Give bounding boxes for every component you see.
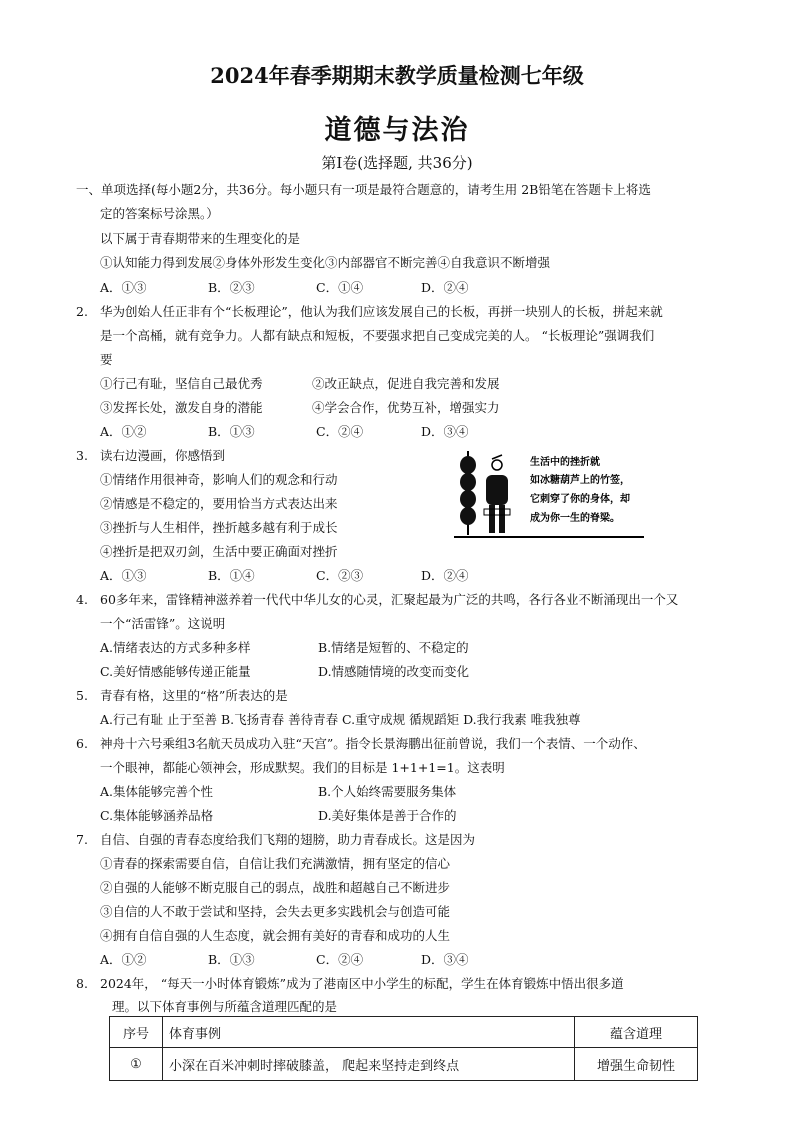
- candied-haws-cartoon: [452, 447, 646, 547]
- q2-stem-2: 是一个高桶，就有竞争力。人都有缺点和短板，不要强求把自己变成完美的人。 “长板理论”强调我们: [100, 328, 655, 343]
- q2-stem-1: 华为创始人任正非有个“长板理论”，他认为我们应该发展自己的长板，再拼一块别人的长板，拼起来就: [100, 304, 663, 319]
- q3-statement-2: ②情感是不稳定的，要用恰当方式表达出来: [100, 496, 338, 511]
- q6-option-b[interactable]: B.个人始终需要服务集体: [318, 784, 457, 799]
- q3-statement-1: ①情绪作用很神奇，影响人们的观念和行动: [100, 472, 338, 487]
- q6-number: 6.: [76, 736, 88, 751]
- q3-option-b[interactable]: B．①④: [208, 568, 255, 583]
- sports-examples-table: [109, 1016, 698, 1081]
- q7-option-b[interactable]: B．①③: [208, 952, 255, 967]
- q3-option-d[interactable]: D．②④: [421, 568, 469, 583]
- table-header-number: 序号: [110, 1017, 163, 1048]
- q6-stem-1: 神舟十六号乘组3名航天员成功入驻“天宫”。指令长景海鹏出征前曾说，我们一个表情、一个动作、: [100, 736, 646, 751]
- q1-option-c[interactable]: C．①④: [316, 280, 364, 295]
- instructions-line-2: 定的答案标号涂黑。）: [100, 206, 219, 221]
- q6-option-a[interactable]: A.集体能够完善个性: [100, 784, 214, 799]
- table-row: [110, 1048, 698, 1081]
- q2-option-a[interactable]: A．①②: [100, 424, 147, 439]
- q2-statement-1: ①行己有耻，坚信自己最优秀: [100, 376, 263, 391]
- section-title: 第Ⅰ卷(选择题, 共36分): [321, 154, 473, 172]
- q7-statement-4: ④拥有自信自强的人生态度，就会拥有美好的青春和成功的人生: [100, 928, 451, 943]
- q6-option-d[interactable]: D.美好集体是善于合作的: [318, 808, 457, 823]
- q4-option-a[interactable]: A.情绪表达的方式多种多样: [100, 640, 251, 655]
- table-header-row: [110, 1017, 698, 1048]
- q8-stem-1: 2024年， “每天一小时体育锻炼”成为了港南区中小学生的标配，学生在体育锻炼中悟出很多道: [100, 976, 624, 991]
- q7-stem: 自信、自强的青春态度给我们飞翔的翅膀，助力青春成长。这是因为: [100, 832, 476, 847]
- table-header-principle: 蕴含道理: [575, 1017, 698, 1048]
- q4-option-d[interactable]: D.情感随情境的改变而变化: [318, 664, 470, 679]
- q2-statement-2: ②改正缺点，促进自我完善和发展: [312, 376, 500, 391]
- q1-option-b[interactable]: B．②③: [208, 280, 255, 295]
- q8-stem-2: 理。以下体育事例与所蕴含道理匹配的是: [112, 999, 338, 1014]
- cartoon-illustration: [452, 447, 646, 547]
- q7-number: 7.: [76, 832, 88, 847]
- table-cell-example: 小深在百米冲刺时摔破膝盖， 爬起来坚持走到终点: [163, 1048, 575, 1081]
- q3-statement-3: ③挫折与人生相伴，挫折越多越有利于成长: [100, 520, 338, 535]
- q3-option-c[interactable]: C．②③: [316, 568, 364, 583]
- q7-option-c[interactable]: C．②④: [316, 952, 364, 967]
- q7-option-a[interactable]: A．①②: [100, 952, 147, 967]
- q2-statement-4: ④学会合作，优势互补，增强实力: [312, 400, 500, 415]
- q5-stem: 青春有格，这里的“格”所表达的是: [100, 688, 288, 703]
- table-cell-number: ①: [110, 1048, 163, 1081]
- q2-statement-3: ③发挥长处，激发自身的潜能: [100, 400, 263, 415]
- q4-stem-2: 一个“活雷锋”。这说明: [100, 616, 226, 631]
- q4-stem-1: 60多年来，雷锋精神滋养着一代代中华儿女的心灵，汇聚起最为广泛的共鸣，各行各业不断涌现出一个又: [100, 592, 679, 607]
- q3-statement-4: ④挫折是把双刃剑，生活中要正确面对挫折: [100, 544, 338, 559]
- q2-option-c[interactable]: C．②④: [316, 424, 364, 439]
- q3-stem: 读右边漫画，你感悟到: [100, 448, 226, 463]
- q1-stem: 以下属于青春期带来的生理变化的是: [100, 231, 301, 246]
- cartoon-text-4: 成为你一生的脊梁。: [530, 513, 620, 524]
- q4-option-c[interactable]: C.美好情感能够传递正能量: [100, 664, 251, 679]
- q7-statement-3: ③自信的人不敢于尝试和坚持，会失去更多实践机会与创造可能: [100, 904, 451, 919]
- q1-statements: ①认知能力得到发展②身体外形发生变化③内部器官不断完善④自我意识不断增强: [100, 255, 551, 270]
- q8-number: 8.: [76, 976, 88, 991]
- q5-options[interactable]: A.行己有耻 止于至善 B.飞扬青春 善待青春 C.重守成规 循规蹈矩 D.我行我素 唯我独尊: [100, 712, 581, 727]
- q7-option-d[interactable]: D．③④: [421, 952, 469, 967]
- cartoon-text-3: 它刺穿了你的身体，却: [530, 494, 630, 505]
- q3-option-a[interactable]: A．①③: [100, 568, 147, 583]
- q1-option-a[interactable]: A．①③: [100, 280, 147, 295]
- q2-number: 2.: [76, 304, 88, 319]
- exam-title: 2024年春季期期末教学质量检测七年级: [210, 63, 584, 88]
- q7-statement-1: ①青春的探索需要自信，自信让我们充满激情，拥有坚定的信心: [100, 856, 451, 871]
- cartoon-text-1: 生活中的挫折就: [530, 457, 600, 468]
- q3-number: 3.: [76, 448, 88, 463]
- cartoon-text-2: 如冰糖葫芦上的竹签，: [530, 475, 630, 486]
- q5-number: 5.: [76, 688, 88, 703]
- q7-statement-2: ②自强的人能够不断克服自己的弱点，战胜和超越自己不断进步: [100, 880, 451, 895]
- q1-option-d[interactable]: D．②④: [421, 280, 469, 295]
- q2-option-d[interactable]: D．③④: [421, 424, 469, 439]
- table-header-example: 体育事例: [163, 1017, 575, 1048]
- q6-stem-2: 一个眼神，都能心领神会，形成默契。我们的目标是 1+1+1=1。这表明: [100, 760, 505, 775]
- q4-option-b[interactable]: B.情绪是短暂的、不稳定的: [318, 640, 469, 655]
- instructions-line-1: 一、单项选择(每小题2分，共36分。每小题只有一项是最符合题意的，请考生用 2B铅笔在答题卡上将选: [76, 182, 651, 197]
- q2-stem-3: 要: [100, 352, 113, 367]
- q2-option-b[interactable]: B．①③: [208, 424, 255, 439]
- table-cell-principle: 增强生命韧性: [575, 1048, 698, 1081]
- subject-title: 道德与法治: [324, 115, 470, 146]
- q6-option-c[interactable]: C.集体能够涵养品格: [100, 808, 214, 823]
- q4-number: 4.: [76, 592, 88, 607]
